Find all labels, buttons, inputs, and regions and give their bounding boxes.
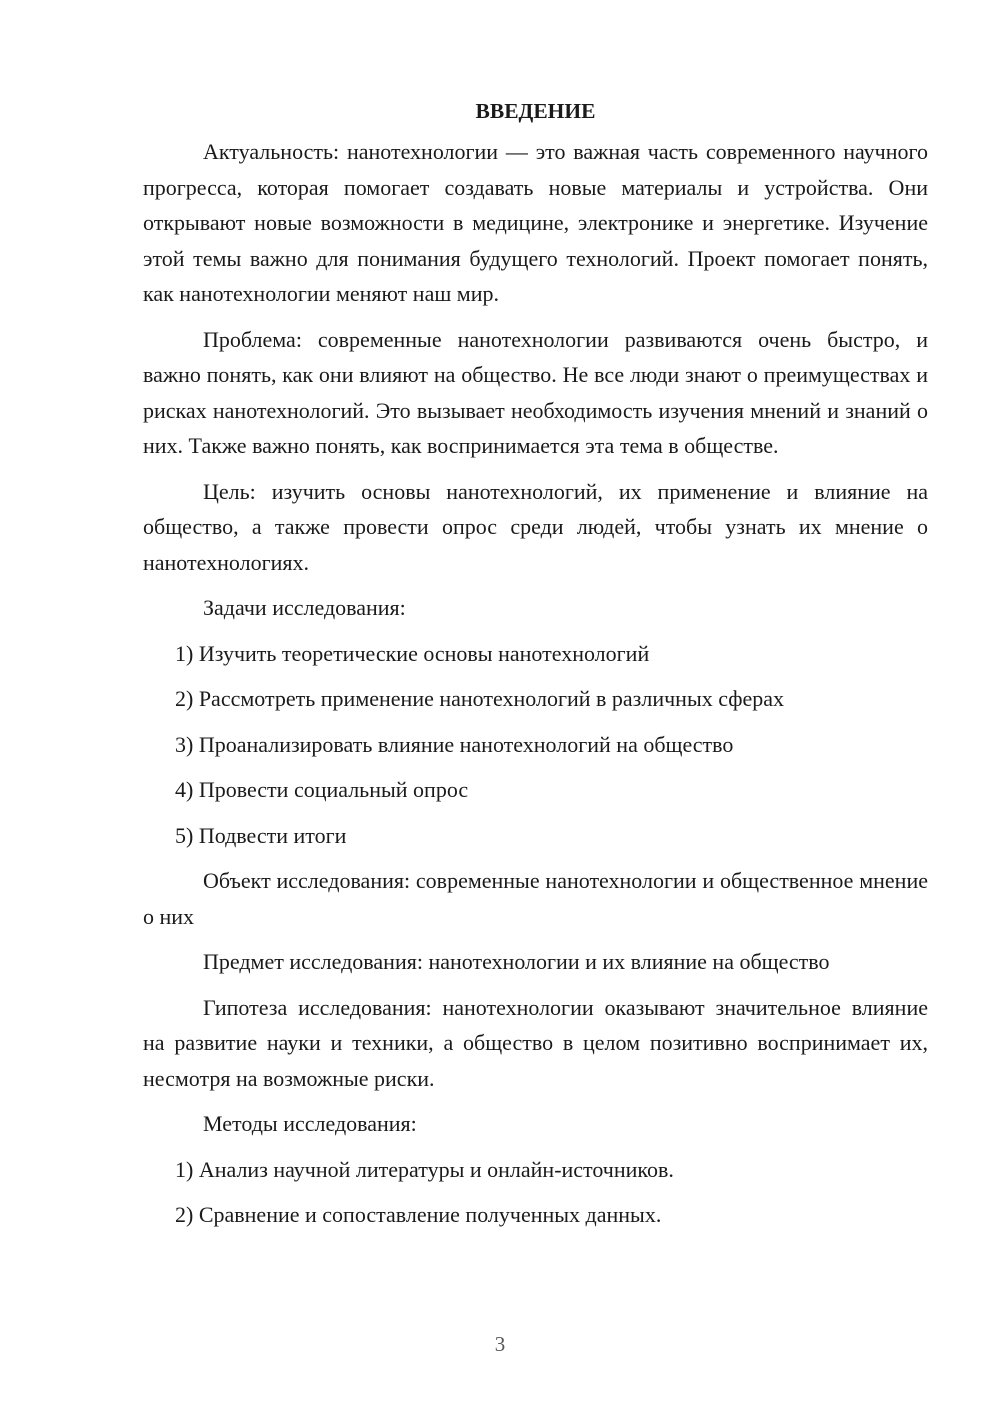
methods-heading: Методы исследования:	[203, 1111, 417, 1136]
paragraph-relevance: Актуальность: нанотехнологии — это важная часть современного научного прогресса, которая помогает создавать новые материалы и устройства. Они открывают новые возможности в медицине, электронике и энергетике. Изучение этой темы важно для понимания будущего технологий. Проект помогает понять, как нанотехнологии меняют наш мир.	[143, 139, 928, 306]
list-item: 2) Рассмотреть применение нанотехнологий в различных сферах	[175, 686, 785, 711]
paragraph-object: Объект исследования: современные нанотехнологии и общественное мнение о них	[143, 868, 928, 929]
list-item: 4) Провести социальный опрос	[175, 777, 469, 802]
tasks-heading: Задачи исследования:	[203, 595, 406, 620]
paragraph-subject: Предмет исследования: нанотехнологии и их влияние на общество	[203, 949, 830, 974]
section-title: ВВЕДЕНИЕ	[475, 99, 596, 123]
list-item: 1) Изучить теоретические основы нанотехнологий	[175, 640, 650, 666]
list-item: 5) Подвести итоги	[175, 822, 347, 848]
methods-list	[143, 1152, 928, 1233]
list-item: 2) Сравнение и сопоставление полученных данных.	[175, 1202, 662, 1227]
list-item: 3) Проанализировать влияние нанотехнологий на общество	[175, 731, 734, 757]
tasks-list	[143, 636, 928, 854]
paragraph-goal: Цель: изучить основы нанотехнологий, их применение и влияние на общество, а также провести опрос среди людей, чтобы узнать их мнение о нанотехнологиях.	[143, 478, 928, 575]
page-number: 3	[494, 1332, 506, 1356]
list-item: 1) Анализ научной литературы и онлайн-источников.	[175, 1156, 674, 1182]
document-page	[143, 96, 928, 1243]
paragraph-hypothesis: Гипотеза исследования: нанотехнологии оказывают значительное влияние на развитие науки и техники, а общество в целом позитивно воспринимает их, несмотря на возможные риски.	[143, 994, 928, 1091]
paragraph-problem: Проблема: современные нанотехнологии развиваются очень быстро, и важно понять, как они влияют на общество. Не все люди знают о преимуществах и рисках нанотехнологий. Это вызывает необходимость изучения мнений и знаний о них. Также важно понять, как воспринимается эта тема в обществе.	[143, 326, 928, 458]
